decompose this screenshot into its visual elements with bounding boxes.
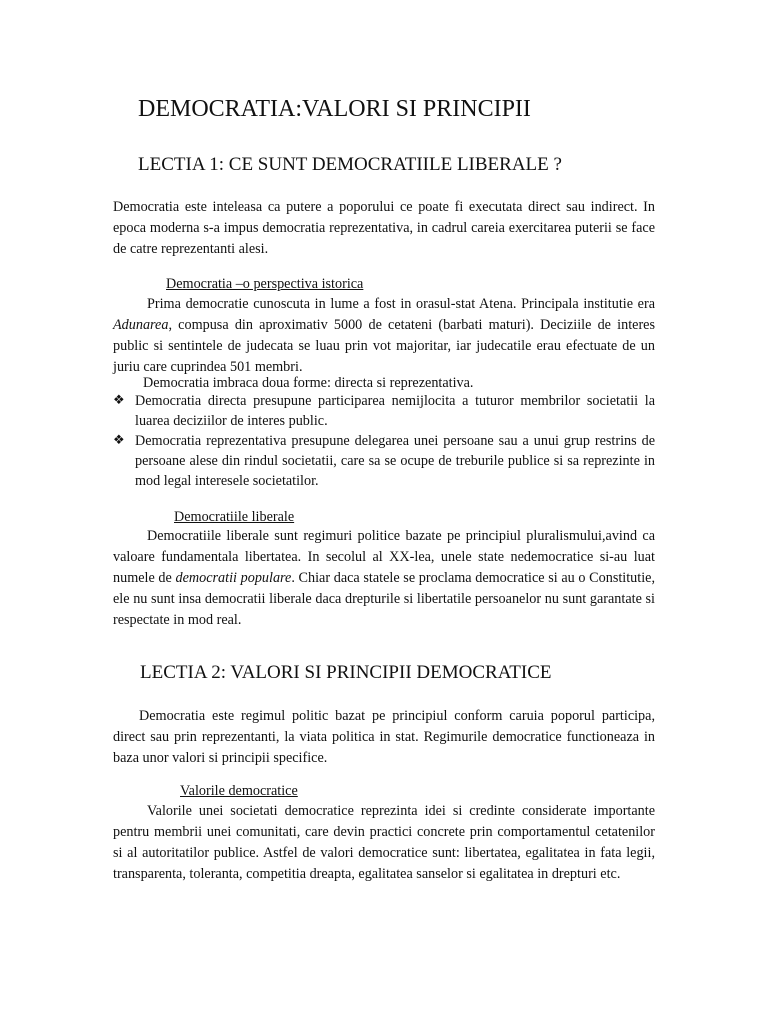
lesson1-intro-paragraph: Democratia este inteleasa ca putere a poporului ce poate fi executata direct sau indirect. In epoca moderna s-a impus democratia reprezentativa, in cadrul careia exercitarea puterii se face de catre reprezentanti alesi. [113,199,655,257]
section-heading-liberal-democracies: Democratiile liberale [174,509,295,525]
liberal-democracies-paragraph [113,526,655,631]
democracy-forms-line: Democratia imbraca doua forme: directa si reprezentativa. [143,375,474,391]
section-heading-democratic-values: Valorile democratice [180,783,298,799]
lesson2-intro-paragraph: Democratia este regimul politic bazat pe principiul conform caruia poporul participa, direct sau prin reprezentanti, la viata politica in stat. Regimurile democratice functioneaza in baza unor valori si principii specifice. [113,708,655,766]
list-item-text: Democratia reprezentativa presupune delegarea unei persoane sau a unui grup restrins de persoane alese din rindul societatii, care sa se ocupe de treburile publice si sa reprezinte in mod legal interesele societatilor. [135,433,655,489]
liberal-text-emphasis: democratii populare [175,570,292,586]
four-diamond-bullet-icon: ❖ [113,433,125,448]
liberal-text-a: Democratiile liberale sunt regimuri politice bazate pe principiul pluralismului,avind ca valoare fundamentala libertatea. In secolul al XX-lea, unele state nedemocratice si-au luat numele de [113,528,655,586]
athens-text-b: , compusa din aproximativ 5000 de cetateni (barbati maturi). Deciziile de interes public si sentintele de judecata se luau prin vot majoritar, iar judecatile erau efectuate de un juriu care cuprindea 501 membri. [113,317,655,375]
four-diamond-bullet-icon: ❖ [113,393,125,408]
lesson2-heading: LECTIA 2: VALORI SI PRINCIPII DEMOCRATICE [140,662,552,683]
section-heading-historic-perspective: Democratia –o perspectiva istorica [166,276,364,292]
list-item-direct-democracy [113,391,655,431]
democratic-values-paragraph: Valorile unei societati democratice reprezinta idei si credinte considerate importante pentru membrii unei comunitati, care devin practici concrete prin comportamentul cetatenilor si al autoritatilor publice. Astfel de valori democratice sunt: libertatea, egalitatea in fata legii, transparenta, toleranta, competitia dreapta, egalitatea sanselor si egalitatea in drepturi etc. [113,803,655,882]
athens-text-a: Prima democratie cunoscuta in lume a fost in orasul-stat Atena. Principala institutie era [147,296,655,312]
document-title: DEMOCRATIA:VALORI SI PRINCIPII [138,96,531,122]
list-item-text: Democratia directa presupune participarea nemijlocita a tuturor membrilor societatii la luarea deciziilor de interes public. [135,393,655,429]
democracy-forms-list [113,391,655,491]
athens-text-emphasis: Adunarea [113,317,169,333]
lesson1-heading: LECTIA 1: CE SUNT DEMOCRATIILE LIBERALE ? [138,154,562,175]
list-item-representative-democracy [113,431,655,491]
liberal-text-b: . Chiar daca statele se proclama democratice si au o Constitutie, ele nu sunt insa democratii liberale daca drepturile si libertatile persoanelor nu sunt garantate si respectate in mod real. [113,570,655,628]
athens-democracy-paragraph [113,294,655,378]
